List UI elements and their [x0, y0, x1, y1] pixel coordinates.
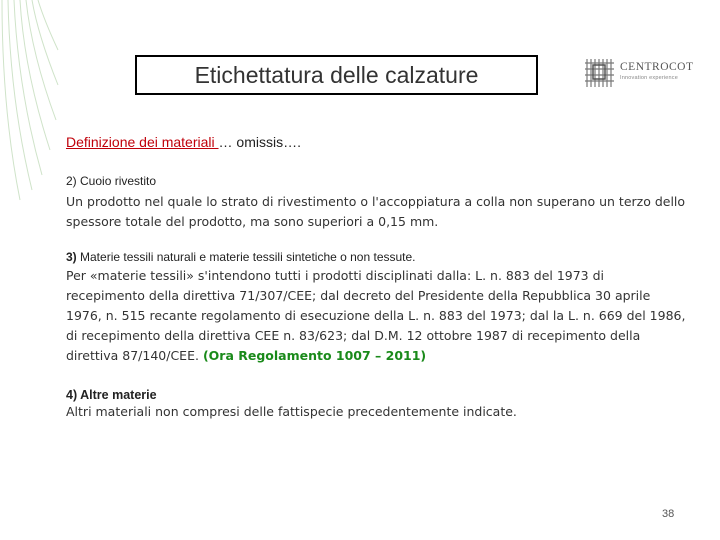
section-number: 2): [66, 174, 77, 188]
definition-line: [66, 134, 686, 150]
corner-decoration: [0, 0, 60, 210]
section-title: Cuoio rivestito: [80, 174, 157, 188]
definition-label: Definizione dei materiali: [66, 134, 219, 150]
logo-mark-icon: [584, 57, 616, 89]
logo-name: CENTROCOT: [620, 61, 694, 73]
section-title: Materie tessili naturali e materie tessili sintetiche o non tessute.: [80, 250, 416, 264]
section-body-text: Per «materie tessili» s'intendono tutti i prodotti disciplinati dalla: L. n. 883 del 1973 di recepimento della direttiva 71/307/CEE; dal decreto del Presidente della Repubblica 30 aprile 1976, n. 515 recante regolamento di esecuzione della L. n. 883 del 1973; dal la L. n. 669 del 1986, di recepimento della direttiva CEE n. 83/623; dal D.M. 12 ottobre 1987 di recepimento della direttiva 87/140/CEE.: [66, 268, 686, 363]
section-body: Un prodotto nel quale lo strato di rivestimento o l'accoppiatura a colla non superano un terzo dello spessore totale del prodotto, ma sono superiori a 0,15 mm.: [66, 194, 686, 229]
regulation-note: (Ora Regolamento 1007 – 2011): [202, 348, 427, 363]
slide-title: Etichettatura delle calzature: [135, 55, 538, 95]
slide-content: [66, 134, 686, 422]
page-number: 38: [662, 508, 675, 520]
section-number: 4): [66, 388, 78, 402]
logo-tagline: Innovation experience: [620, 75, 679, 81]
section-body: [66, 266, 686, 366]
section-title: Altre materie: [80, 388, 157, 402]
centrocot-logo: [584, 56, 694, 90]
section-heading: [66, 388, 686, 402]
section-heading: [66, 174, 686, 188]
section-number: 3): [66, 250, 77, 264]
section-heading: [66, 250, 686, 264]
section-body: Altri materiali non compresi delle fattispecie precedentemente indicate.: [66, 404, 517, 419]
definition-omissis: … omissis….: [218, 134, 301, 150]
